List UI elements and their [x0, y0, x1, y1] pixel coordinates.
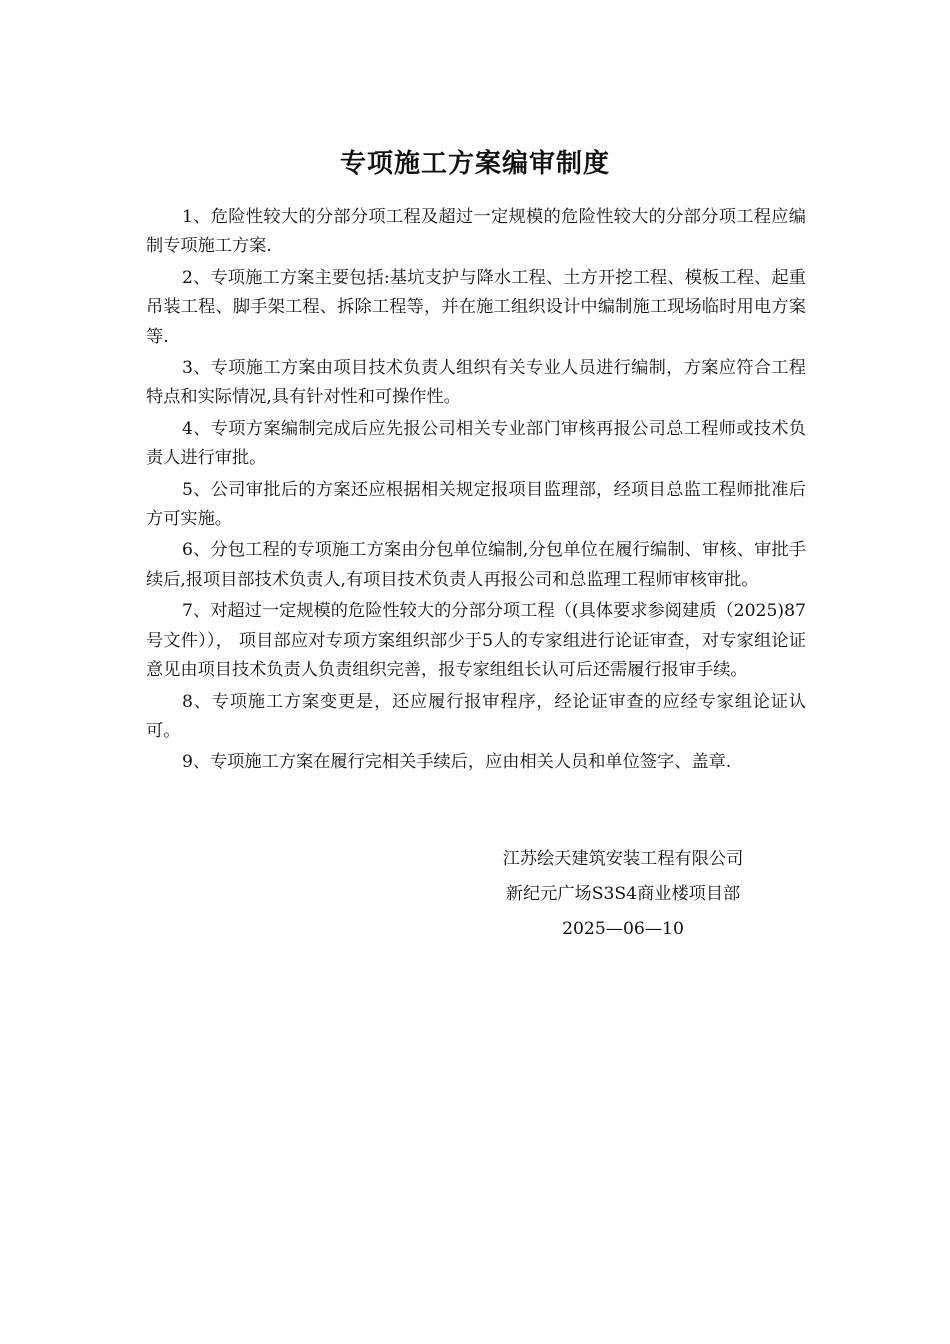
signature-company: 江苏绘天建筑安装工程有限公司	[502, 849, 744, 869]
clause-2: 2、专项施工方案主要包括:基坑支护与降水工程、土方开挖工程、模板工程、起重吊装工程、脚手架工程、拆除工程等，并在施工组织设计中编制施工现场临时用电方案等.	[146, 267, 806, 347]
clause-9: 9、专项施工方案在履行完相关手续后，应由相关人员和单位签字、盖章.	[182, 752, 732, 773]
signature-block	[468, 842, 778, 947]
page-title: 专项施工方案编审制度	[339, 149, 610, 179]
clause-3: 3、专项施工方案由项目技术负责人组织有关专业人员进行编制，方案应符合工程特点和实际情况,具有针对性和可操作性。	[146, 358, 806, 408]
clause-7: 7、对超过一定规模的危险性较大的分部分项工程（(具体要求参阅建质（2025)87号文件））， 项目部应对专项方案组织部少于5人的专家组进行论证审查，对专家组论证意见由项目技术负责人负责组织完善，报专家组组长认可后还需履行报审手续。	[146, 601, 806, 681]
signature-department: 新纪元广场S3S4商业楼项目部	[505, 884, 741, 904]
clause-1: 1、危险性较大的分部分项工程及超过一定规模的危险性较大的分部分项工程应编制专项施工方案.	[146, 207, 806, 257]
clause-8: 8、专项施工方案变更是，还应履行报审程序，经论证审查的应经专家组论证认可。	[146, 691, 806, 741]
clause-5: 5、公司审批后的方案还应根据相关规定报项目监理部，经项目总监工程师批准后方可实施。	[146, 479, 806, 530]
document-body	[146, 203, 806, 780]
clause-4: 4、专项方案编制完成后应先报公司相关专业部门审核再报公司总工程师或技术负责人进行审批。	[146, 418, 806, 469]
clause-6: 6、分包工程的专项施工方案由分包单位编制,分包单位在履行编制、审核、审批手续后,报项目部技术负责人,有项目技术负责人再报公司和总监理工程师审核审批。	[146, 540, 806, 590]
signature-date: 2025—06—10	[562, 919, 684, 939]
